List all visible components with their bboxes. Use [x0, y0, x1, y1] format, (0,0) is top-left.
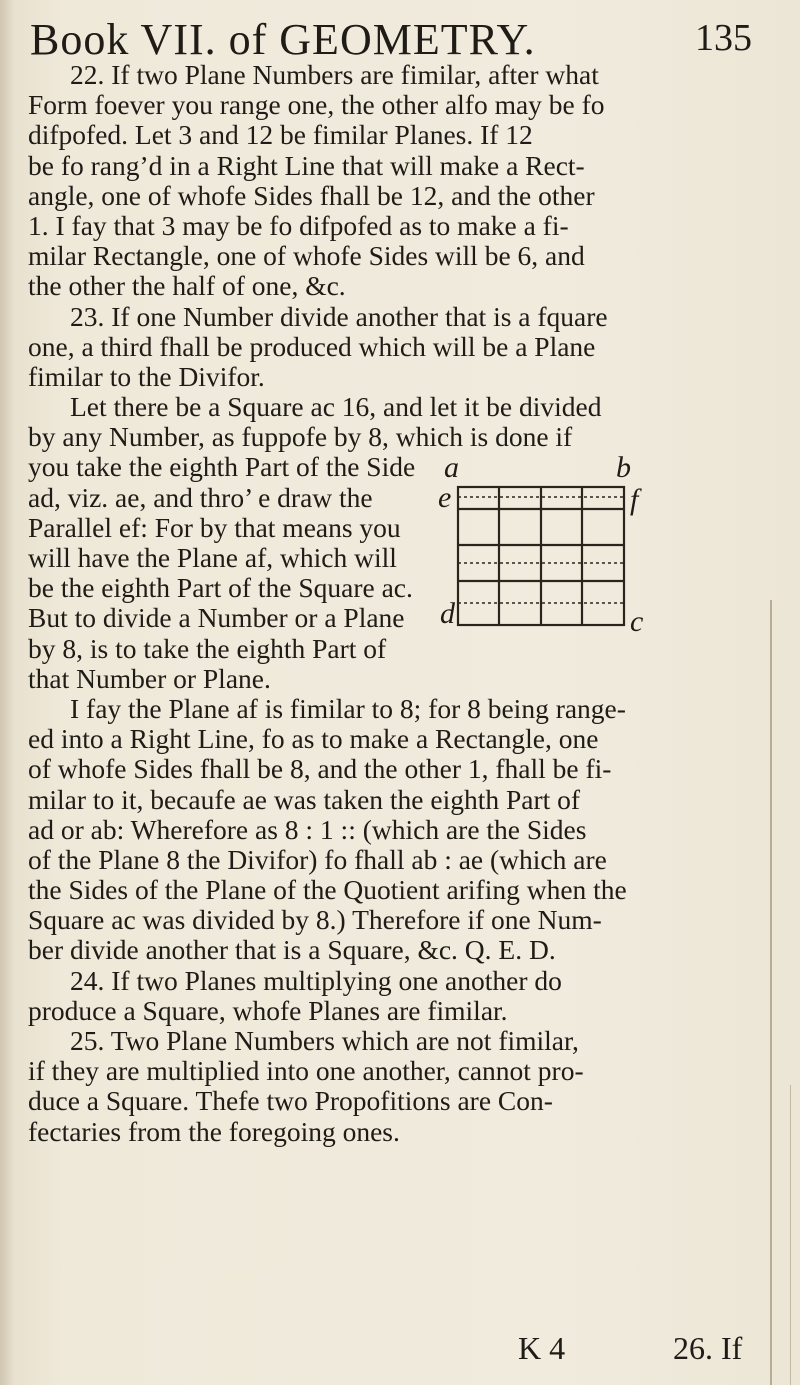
text-line: be fo rang’d in a Right Line that will make a Rect-	[28, 149, 585, 181]
text-line: by any Number, as fuppofe by 8, which is done if	[28, 421, 573, 453]
text-line: one, a third fhall be produced which will be a Plane	[28, 330, 596, 362]
text-line: by 8, is to take the eighth Part of	[28, 632, 387, 664]
text-line: ed into a Right Line, fo as to make a Rectangle, one	[28, 723, 599, 755]
text-line: Square ac was divided by 8.) Therefore if one Num-	[28, 904, 602, 936]
running-title: Book VII. of GEOMETRY.	[30, 15, 536, 64]
text-line: But to divide a Number or a Plane	[28, 602, 405, 634]
text-line: Form foever you range one, the other alfo may be fo	[28, 89, 605, 121]
text-line: I fay the Plane af is fimilar to 8; for 8 being range-	[70, 692, 626, 724]
text-line: 1. I fay that 3 may be fo difpofed as to make a fi-	[28, 209, 569, 241]
text-line: ber divide another that is a Square, &c. Q. E. D.	[28, 934, 556, 966]
text-line: be the eighth Part of the Square ac.	[28, 572, 413, 604]
text-line: Parallel ef: For by that means you	[28, 511, 401, 543]
text-line: ad, viz. ae, and thro’ e draw the	[28, 481, 373, 513]
page-gutter-shadow	[0, 0, 14, 1385]
text-line: 25. Two Plane Numbers which are not fimilar,	[70, 1025, 579, 1056]
page-number: 135	[695, 17, 752, 59]
text-line: ad or ab: Wherefore as 8 : 1 :: (which are the Sides	[28, 813, 587, 845]
label-e: e	[438, 481, 452, 514]
text-line: milar Rectangle, one of whofe Sides will be 6, and	[28, 240, 585, 272]
text-line: fimilar to the Divifor.	[28, 360, 265, 392]
label-d: d	[440, 597, 455, 630]
text-line: the Sides of the Plane of the Quotient arifing when the	[28, 874, 627, 906]
text-line: that Number or Plane.	[28, 662, 271, 694]
text-line: of the Plane 8 the Divifor) fo fhall ab : ae (which are	[28, 843, 607, 875]
text-line: difpofed. Let 3 and 12 be fimilar Planes. If 12	[28, 119, 533, 151]
text-line: angle, one of whofe Sides fhall be 12, and the other	[28, 179, 595, 211]
label-b: b	[616, 451, 631, 484]
text-line: of whofe Sides fhall be 8, and the other 1, fhall be fi-	[28, 753, 612, 785]
text-line: you take the eighth Part of the Side	[28, 451, 416, 483]
text-line: Let there be a Square ac 16, and let it be divided	[70, 391, 602, 423]
text-line: 24. If two Planes multiplying one another do	[70, 964, 562, 996]
square-division-figure	[436, 451, 650, 643]
text-line: the other the half of one, &c.	[28, 270, 346, 302]
page-header	[20, 8, 760, 64]
label-c: c	[630, 605, 644, 638]
text-line: produce a Square, whofe Planes are fimilar.	[28, 994, 508, 1026]
text-line: 23. If one Number divide another that is a fquare	[70, 300, 608, 332]
label-a: a	[444, 451, 459, 484]
text-line: if they are multiplied into one another, cannot pro-	[28, 1055, 584, 1087]
page-footer	[28, 1330, 758, 1375]
page-edge-line-outer	[790, 1085, 791, 1385]
text-line: 22. If two Plane Numbers are fimilar, after what	[70, 59, 599, 90]
label-f: f	[630, 483, 639, 516]
page-edge-line	[770, 600, 772, 1385]
signature-mark: K 4	[518, 1330, 566, 1366]
text-line: will have the Plane af, which will	[28, 542, 397, 573]
text-line: milar to it, becaufe ae was taken the eighth Part of	[28, 783, 581, 815]
text-line: duce a Square. Thefe two Propofitions are Con-	[28, 1085, 553, 1117]
text-line: fectaries from the foregoing ones.	[28, 1115, 400, 1147]
catchword: 26. If	[673, 1330, 743, 1366]
